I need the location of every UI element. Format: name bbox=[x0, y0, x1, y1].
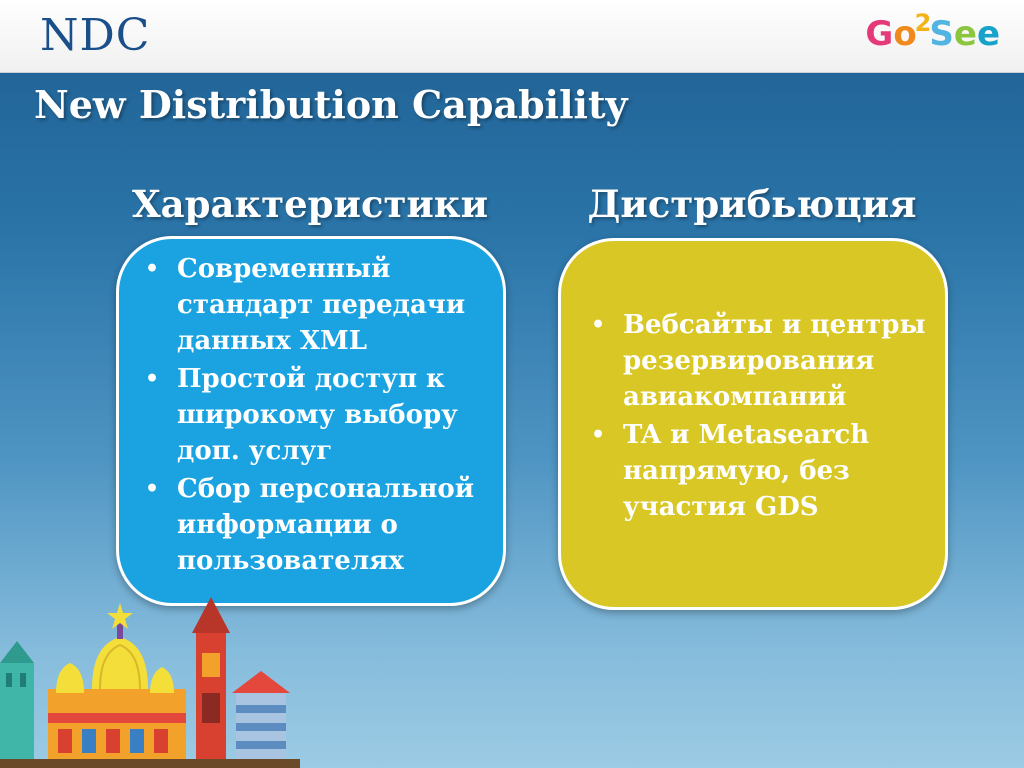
list-item-text: Вебсайты и центры резервирования авиакомпаний bbox=[623, 310, 926, 412]
list-item-text: Сбор персональной информации о пользователях bbox=[177, 474, 475, 576]
list-item-text: TA и Metasearch напрямую, без участия GDS bbox=[623, 420, 870, 522]
bullet-icon: • bbox=[145, 476, 160, 502]
bullet-icon: • bbox=[145, 366, 160, 392]
bullet-icon: • bbox=[145, 256, 160, 282]
distribution-card bbox=[558, 238, 948, 610]
logo-letter: S bbox=[929, 14, 954, 54]
list-item bbox=[141, 251, 491, 359]
city-skyline-illustration bbox=[0, 593, 300, 768]
go2see-logo bbox=[865, 9, 1000, 57]
logo-letter: e bbox=[976, 14, 1000, 54]
list-item bbox=[587, 307, 937, 415]
characteristics-list bbox=[141, 251, 491, 581]
list-item bbox=[141, 361, 491, 469]
slide-title: NDC bbox=[40, 10, 151, 61]
characteristics-heading: Характеристики bbox=[131, 182, 489, 226]
slide-subtitle: New Distribution Capability bbox=[34, 82, 628, 127]
distribution-heading: Дистрибьюция bbox=[587, 182, 917, 226]
title-bar bbox=[0, 0, 1024, 73]
distribution-list bbox=[587, 307, 937, 527]
characteristics-card bbox=[116, 236, 506, 606]
logo-letter: o bbox=[893, 14, 917, 54]
list-item bbox=[587, 417, 937, 525]
bullet-icon: • bbox=[591, 422, 606, 448]
list-item-text: Простой доступ к широкому выбору доп. услуг bbox=[177, 364, 458, 466]
list-item-text: Современный стандарт передачи данных XML bbox=[177, 254, 466, 356]
logo-letter: G bbox=[865, 14, 894, 54]
bullet-icon: • bbox=[591, 312, 606, 338]
list-item bbox=[141, 471, 491, 579]
logo-letter: 2 bbox=[914, 9, 932, 37]
logo-letter: e bbox=[953, 14, 977, 54]
